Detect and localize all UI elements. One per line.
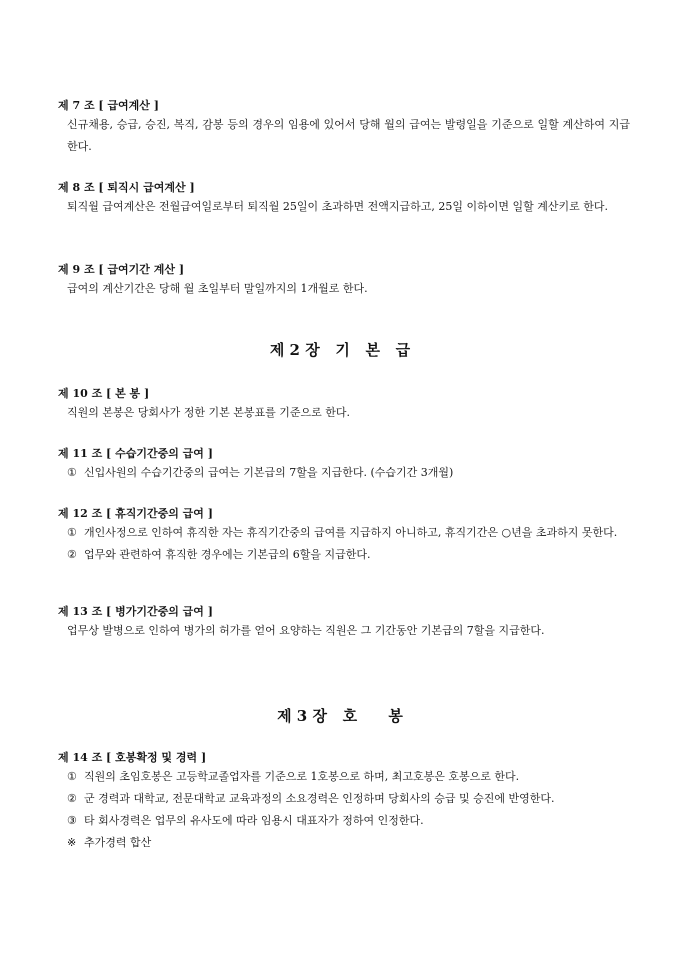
article-body: 직원의 본봉은 당회사가 정한 기본 본봉표를 기준으로 한다.: [67, 406, 350, 419]
list-item: [58, 462, 630, 484]
list-item: [58, 832, 630, 854]
item-text: 타 회사경력은 업무의 유사도에 따라 임용시 대표자가 정하여 인정한다.: [84, 814, 424, 827]
article-title: 제 13 조 [ 병가기간중의 급여 ]: [58, 605, 213, 618]
item-marker: ※: [67, 836, 77, 849]
item-marker: ③: [67, 814, 77, 827]
article-title: 제 14 조 [ 호봉확정 및 경력 ]: [58, 751, 207, 764]
article-7: [58, 98, 630, 158]
chapter-2-title: 제 2 장 기 본 급: [269, 341, 411, 359]
article-title: 제 9 조 [ 급여기간 계산 ]: [58, 263, 185, 276]
item-marker: ②: [67, 548, 77, 561]
article-10: [58, 386, 630, 424]
item-marker: ②: [67, 792, 77, 805]
article-body: 신규채용, 승급, 승진, 복직, 감봉 등의 경우의 임용에 있어서 당해 월의 급여는 발령일을 기준으로 일할 계산하여 지급한다.: [67, 118, 630, 153]
item-marker: ①: [67, 526, 77, 539]
list-item: [58, 766, 630, 788]
item-marker: ①: [67, 770, 77, 783]
item-text: 업무와 관련하여 휴직한 경우에는 기본급의 6할을 지급한다.: [84, 548, 371, 561]
article-11: [58, 446, 630, 484]
item-marker: ①: [67, 466, 77, 479]
article-14: [58, 750, 630, 854]
article-body: 퇴직월 급여계산은 전월급여일로부터 퇴직월 25일이 초과하면 전액지급하고, 25일 이하이면 일할 계산키로 한다.: [67, 200, 608, 213]
list-item: [58, 522, 630, 544]
item-text: 개인사정으로 인하여 휴직한 자는 휴직기간중의 급여를 지급하지 아니하고, 휴직기간은 ○년을 초과하지 못한다.: [84, 526, 618, 539]
item-text: 신입사원의 수습기간중의 급여는 기본급의 7할을 지급한다. (수습기간 3개월): [84, 466, 454, 479]
list-item: [58, 544, 630, 566]
article-title: 제 8 조 [ 퇴직시 급여계산 ]: [58, 181, 195, 194]
list-item: [58, 788, 630, 810]
article-12: [58, 506, 630, 566]
article-8: [58, 180, 630, 218]
article-title: 제 11 조 [ 수습기간중의 급여 ]: [58, 447, 213, 460]
list-item: [58, 810, 630, 832]
article-body: 급여의 계산기간은 당해 월 초일부터 말일까지의 1개월로 한다.: [67, 282, 368, 295]
item-text: 군 경력과 대학교, 전문대학교 교육과정의 소요경력은 인정하며 당회사의 승급 및 승진에 반영한다.: [84, 792, 555, 805]
item-text: 직원의 초임호봉은 고등학교졸업자를 기준으로 1호봉으로 하며, 최고호봉은 호봉으로 한다.: [84, 770, 520, 783]
article-13: [58, 604, 630, 642]
article-title: 제 12 조 [ 휴직기간중의 급여 ]: [58, 507, 213, 520]
article-title: 제 7 조 [ 급여계산 ]: [58, 99, 159, 112]
article-9: [58, 262, 630, 300]
chapter-3-title: 제 3 장 호 봉: [277, 707, 403, 725]
article-body: 업무상 발병으로 인하여 병가의 허가를 얻어 요양하는 직원은 그 기간동안 기본급의 7할을 지급한다.: [67, 624, 545, 637]
item-text: 추가경력 합산: [84, 836, 152, 849]
article-title: 제 10 조 [ 본 봉 ]: [58, 387, 150, 400]
